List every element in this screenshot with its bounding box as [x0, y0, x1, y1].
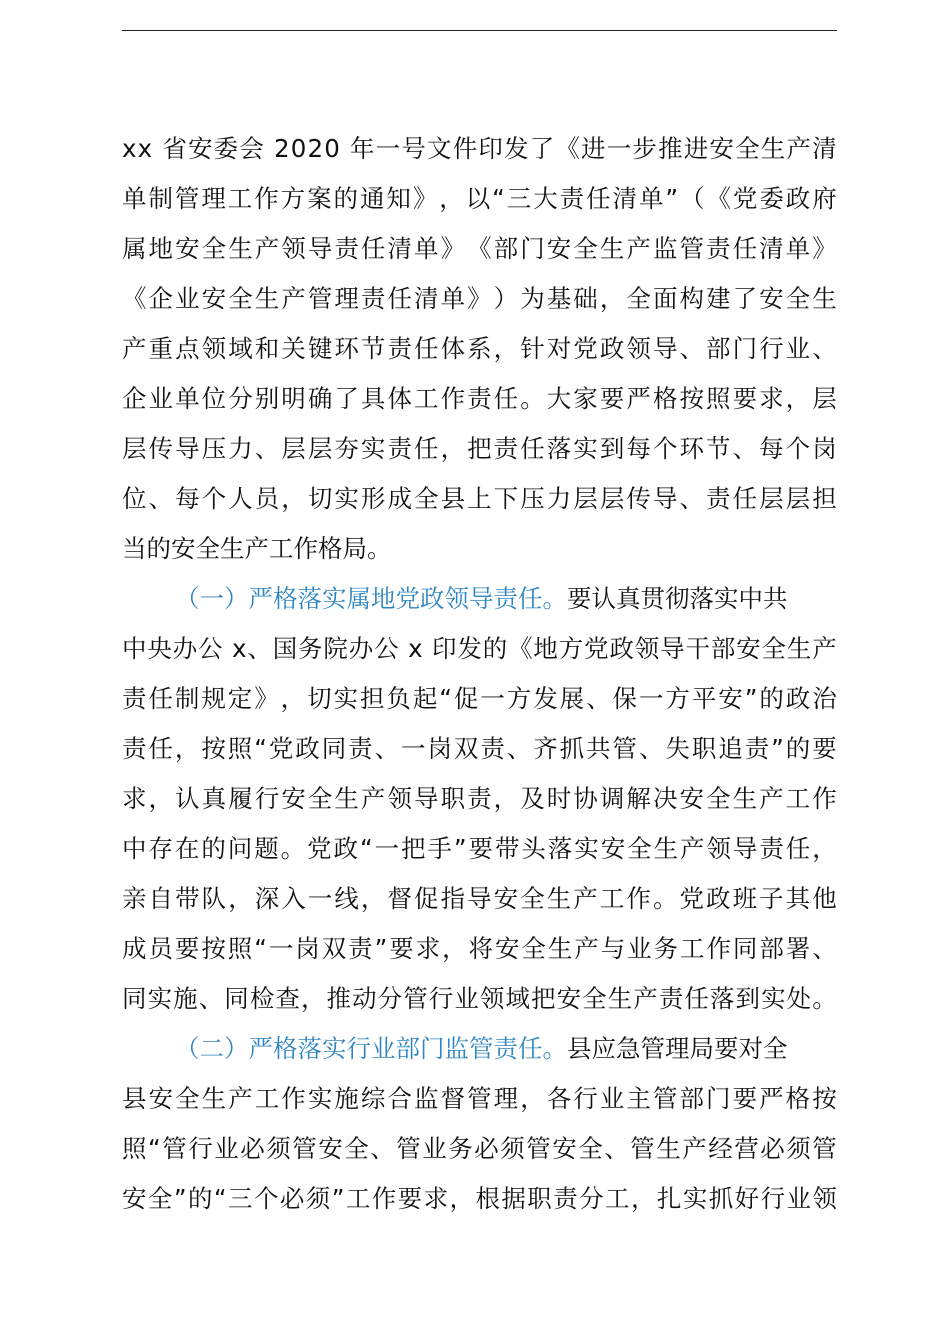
- paragraph-first-line: [122, 1024, 837, 1074]
- text-line: 亲 自 带 队 ， 深 入 一 线 ， 督 促 指 导 安 全 生 产 工 作 。 党 政 班 子 其 他: [122, 884, 837, 913]
- paragraph-1: [122, 124, 837, 574]
- text-line: 安 全 ” 的 “ 三 个 必 须 ” 工 作 要 求 ， 根 据 职 责 分 工 ， 扎 实 抓 好 行 业 领: [122, 1184, 837, 1213]
- text-line: 产 重 点 领 域 和 关 键 环 节 责 任 体 系 ， 针 对 党 政 领 导 、 部 门 行 业 、: [122, 334, 837, 363]
- body-text: [122, 124, 837, 1224]
- header-rule: [122, 30, 837, 31]
- text-line: 县 安 全 生 产 工 作 实 施 综 合 监 督 管 理 ， 各 行 业 主 管 部 门 要 严 格 按: [122, 1084, 837, 1113]
- text-line: x x 省 安 委 会 2 0 2 0 年 一 号 文 件 印 发 了 《 进 一 步 推 进 安 全 生 产 清: [122, 134, 837, 163]
- paragraph-2: [122, 574, 837, 1024]
- text-line: 《 企 业 安 全 生 产 管 理 责 任 清 单 》 ） 为 基 础 ， 全 面 构 建 了 安 全 生: [122, 284, 837, 313]
- text-line: 层 传 导 压 力 、 层 层 夯 实 责 任 ， 把 责 任 落 实 到 每 个 环 节 、 每 个 岗: [122, 434, 837, 463]
- text-line: 成 员 要 按 照 “ 一 岗 双 责 ” 要 求 ， 将 安 全 生 产 与 业 务 工 作 同 部 署 、: [122, 934, 837, 963]
- paragraph-3: [122, 1024, 837, 1224]
- text-line: 属 地 安 全 生 产 领 导 责 任 清 单 》 《 部 门 安 全 生 产 监 管 责 任 清 单 》: [122, 234, 837, 263]
- text-line: 中 存 在 的 问 题 。 党 政 “ 一 把 手 ” 要 带 头 落 实 安 全 生 产 领 导 责 任 ，: [122, 834, 837, 863]
- text-line: 责 任 ， 按 照 “ 党 政 同 责 、 一 岗 双 责 、 齐 抓 共 管 、 失 职 追 责 ” 的 要: [122, 734, 837, 763]
- text-span: 县应急管理局要对全: [567, 1034, 788, 1063]
- text-line: 企 业 单 位 分 别 明 确 了 具 体 工 作 责 任 。 大 家 要 严 格 按 照 要 求 ， 层: [122, 384, 837, 413]
- text-line: 同 实 施 、 同 检 查 ， 推 动 分 管 行 业 领 域 把 安 全 生 产 责 任 落 到 实 处 。: [122, 984, 837, 1013]
- text-span: 要认真贯彻落实中共: [567, 584, 788, 613]
- paragraph-first-line: [122, 574, 837, 624]
- text-line: 中 央 办 公 x 、 国 务 院 办 公 x 印 发 的 《 地 方 党 政 领 导 干 部 安 全 生 产: [122, 634, 837, 663]
- section-heading: （一）严格落实属地党政领导责任。: [175, 584, 567, 613]
- text-line: 单 制 管 理 工 作 方 案 的 通 知 》 ， 以 “ 三 大 责 任 清 单 ” （ 《 党 委 政 府: [122, 184, 837, 213]
- section-heading: （二）严格落实行业部门监管责任。: [175, 1034, 567, 1063]
- text-line: 责 任 制 规 定 》 ， 切 实 担 负 起 “ 促 一 方 发 展 、 保 一 方 平 安 ” 的 政 治: [122, 684, 837, 713]
- text-line: 照 “ 管 行 业 必 须 管 安 全 、 管 业 务 必 须 管 安 全 、 管 生 产 经 营 必 须 管: [122, 1134, 837, 1163]
- text-line: 当的安全生产工作格局。: [122, 534, 392, 563]
- text-line: 求 ， 认 真 履 行 安 全 生 产 领 导 职 责 ， 及 时 协 调 解 决 安 全 生 产 工 作: [122, 784, 837, 813]
- text-line: 位 、 每 个 人 员 ， 切 实 形 成 全 县 上 下 压 力 层 层 传 导 、 责 任 层 层 担: [122, 484, 837, 513]
